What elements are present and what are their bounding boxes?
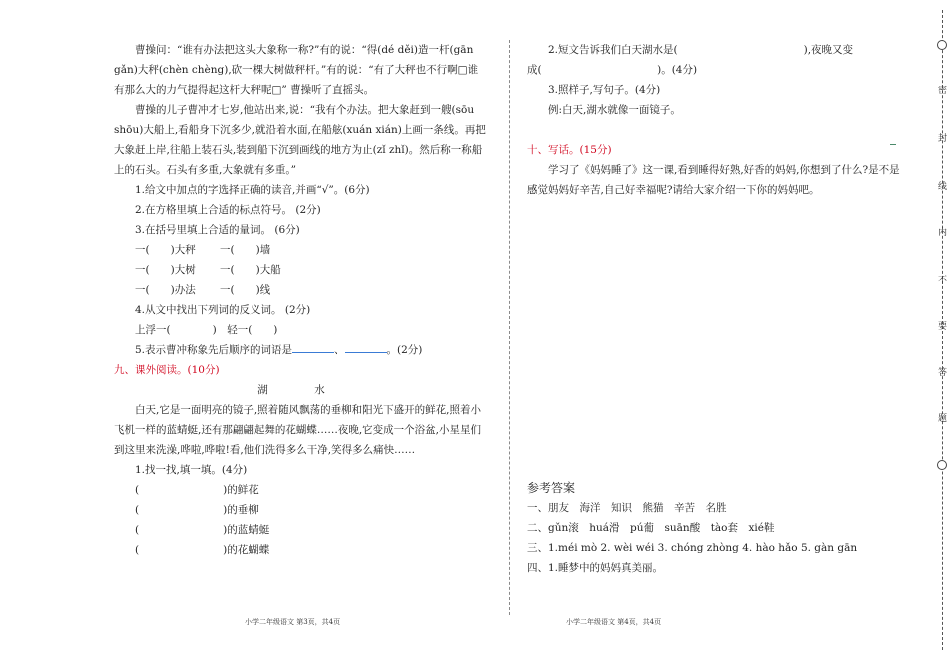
answer-blank[interactable]	[345, 340, 387, 353]
section-10-heading: 十、写话。(15分)	[527, 144, 612, 156]
binding-hole	[937, 460, 947, 470]
left-column	[114, 40, 486, 560]
question-3: 3.在括号里填上合适的量词。 (6分)	[135, 224, 300, 236]
reading-question-3: 3.照样子,写句子。(4分)	[548, 84, 661, 96]
reading-question-1: 1.找一找,填一填。(4分)	[135, 464, 248, 476]
reading-passage: 白天,它是一面明亮的镜子,照着随风飘荡的垂柳和阳光下盛开的鲜花,照着小飞机一样的蓝蜻蜓,还有那翩翩起舞的花蝴蝶……夜晚,它变成一个浴盆,小星星们到这里来洗澡,哗啦,哗啦!看,他们洗得多么干净,笑得多么痛快……	[114, 404, 482, 456]
answer-line: 二、gǔn滚 huá滑 pú葡 suān酸 tào套 xié鞋	[527, 522, 775, 534]
measure-word-item: 一( )线	[220, 284, 271, 296]
binding-char: 不	[938, 276, 948, 286]
question-2: 2.在方格里填上合适的标点符号。 (2分)	[135, 204, 321, 216]
measure-word-item: 一( )大秤	[135, 244, 196, 256]
separator: 、	[334, 344, 345, 356]
answer-line: 四、1.睡梦中的妈妈真美丽。	[527, 562, 664, 574]
question-5-text: 5.表示曹冲称象先后顺序的词语是	[135, 344, 293, 356]
answers-title: 参考答案	[527, 481, 576, 495]
reading-question-2-cont: 成( )。(4分)	[527, 64, 698, 76]
binding-char: 内	[938, 228, 948, 238]
answer-space	[527, 120, 907, 140]
measure-word-row	[114, 260, 486, 280]
measure-word-item: 一( )墙	[220, 244, 271, 256]
binding-char: 要	[938, 322, 948, 332]
binding-char: 答	[938, 368, 948, 378]
page-footer-right: 小学二年级语文 第4页，共4页	[566, 618, 662, 626]
fill-row: ( )的蓝蜻蜓	[135, 524, 270, 536]
answer-blank[interactable]	[292, 340, 334, 353]
question-5	[114, 340, 486, 360]
answer-line: 一、朋友 海洋 知识 熊猫 辛苦 名胜	[527, 502, 727, 514]
measure-word-item: 一( )办法	[135, 284, 196, 296]
page-footer-left: 小学二年级语文 第3页，共4页	[245, 618, 341, 626]
fill-row: ( )的鲜花	[135, 484, 259, 496]
writing-prompt: 学习了《妈妈睡了》这一课,看到睡得好熟,好香的妈妈,你想到了什么?是不是感觉妈妈好辛苦,自己好幸福呢?请给大家介绍一下你的妈妈吧。	[527, 164, 900, 196]
fill-row: ( )的垂柳	[135, 504, 259, 516]
question-5-score: 。(2分)	[386, 344, 423, 356]
question-4: 4.从文中找出下列词的反义词。 (2分)	[135, 304, 311, 316]
binding-char: 封	[938, 134, 948, 144]
answer-mark	[890, 144, 896, 145]
passage-paragraph-2: 曹操的儿子曹冲才七岁,他站出来,说：“我有个办法。把大象赶到一艘(sōu shōu)大船上,看船身下沉多少,就沿着水面,在船舷(xuán xián)上画一条线。再把大象赶上岸,往船上装石头,装到船下沉到画线的地方为止(zǐ zhǐ)。然后称一称船上的石头。石头有多重,大象就有多重。”	[114, 104, 486, 176]
binding-char: 密	[938, 86, 948, 96]
column-divider	[509, 40, 510, 615]
binding-char: 线	[938, 182, 948, 192]
writing-space	[527, 200, 907, 470]
binding-char: 题	[938, 414, 948, 424]
measure-word-item: 一( )大树	[135, 264, 196, 276]
measure-word-row	[114, 280, 486, 300]
question-1: 1.给文中加点的字选择正确的读音,并画“√”。(6分)	[135, 184, 370, 196]
measure-word-item: 一( )大船	[220, 264, 281, 276]
reading-title: 湖 水	[257, 384, 343, 396]
reading-question-2: 2.短文告诉我们白天湖水是( ),夜晚又变	[548, 44, 854, 56]
fill-row: ( )的花蝴蝶	[135, 544, 270, 556]
right-column	[527, 40, 907, 578]
binding-hole	[937, 40, 947, 50]
passage-paragraph-1: 曹操问：“谁有办法把这头大象称一称?”有的说：“得(dé děi)造一杆(gān gǎn)大秤(chèn chèng),砍一棵大树做秤杆。”有的说：“有了大秤也不行啊□谁有那么大的力气提得起这杆大秤呢□” 曹操听了直摇头。	[114, 44, 479, 96]
answer-line: 三、1.méi mò 2. wèi wéi 3. chóng zhòng 4. hào hǎo 5. gàn gān	[527, 542, 858, 554]
example-sentence: 例:白天,湖水就像一面镜子。	[548, 104, 681, 116]
measure-word-row	[114, 240, 486, 260]
section-9-heading: 九、课外阅读。(10分)	[114, 364, 220, 376]
antonym-line: 上浮一( ) 轻一( )	[135, 324, 278, 336]
